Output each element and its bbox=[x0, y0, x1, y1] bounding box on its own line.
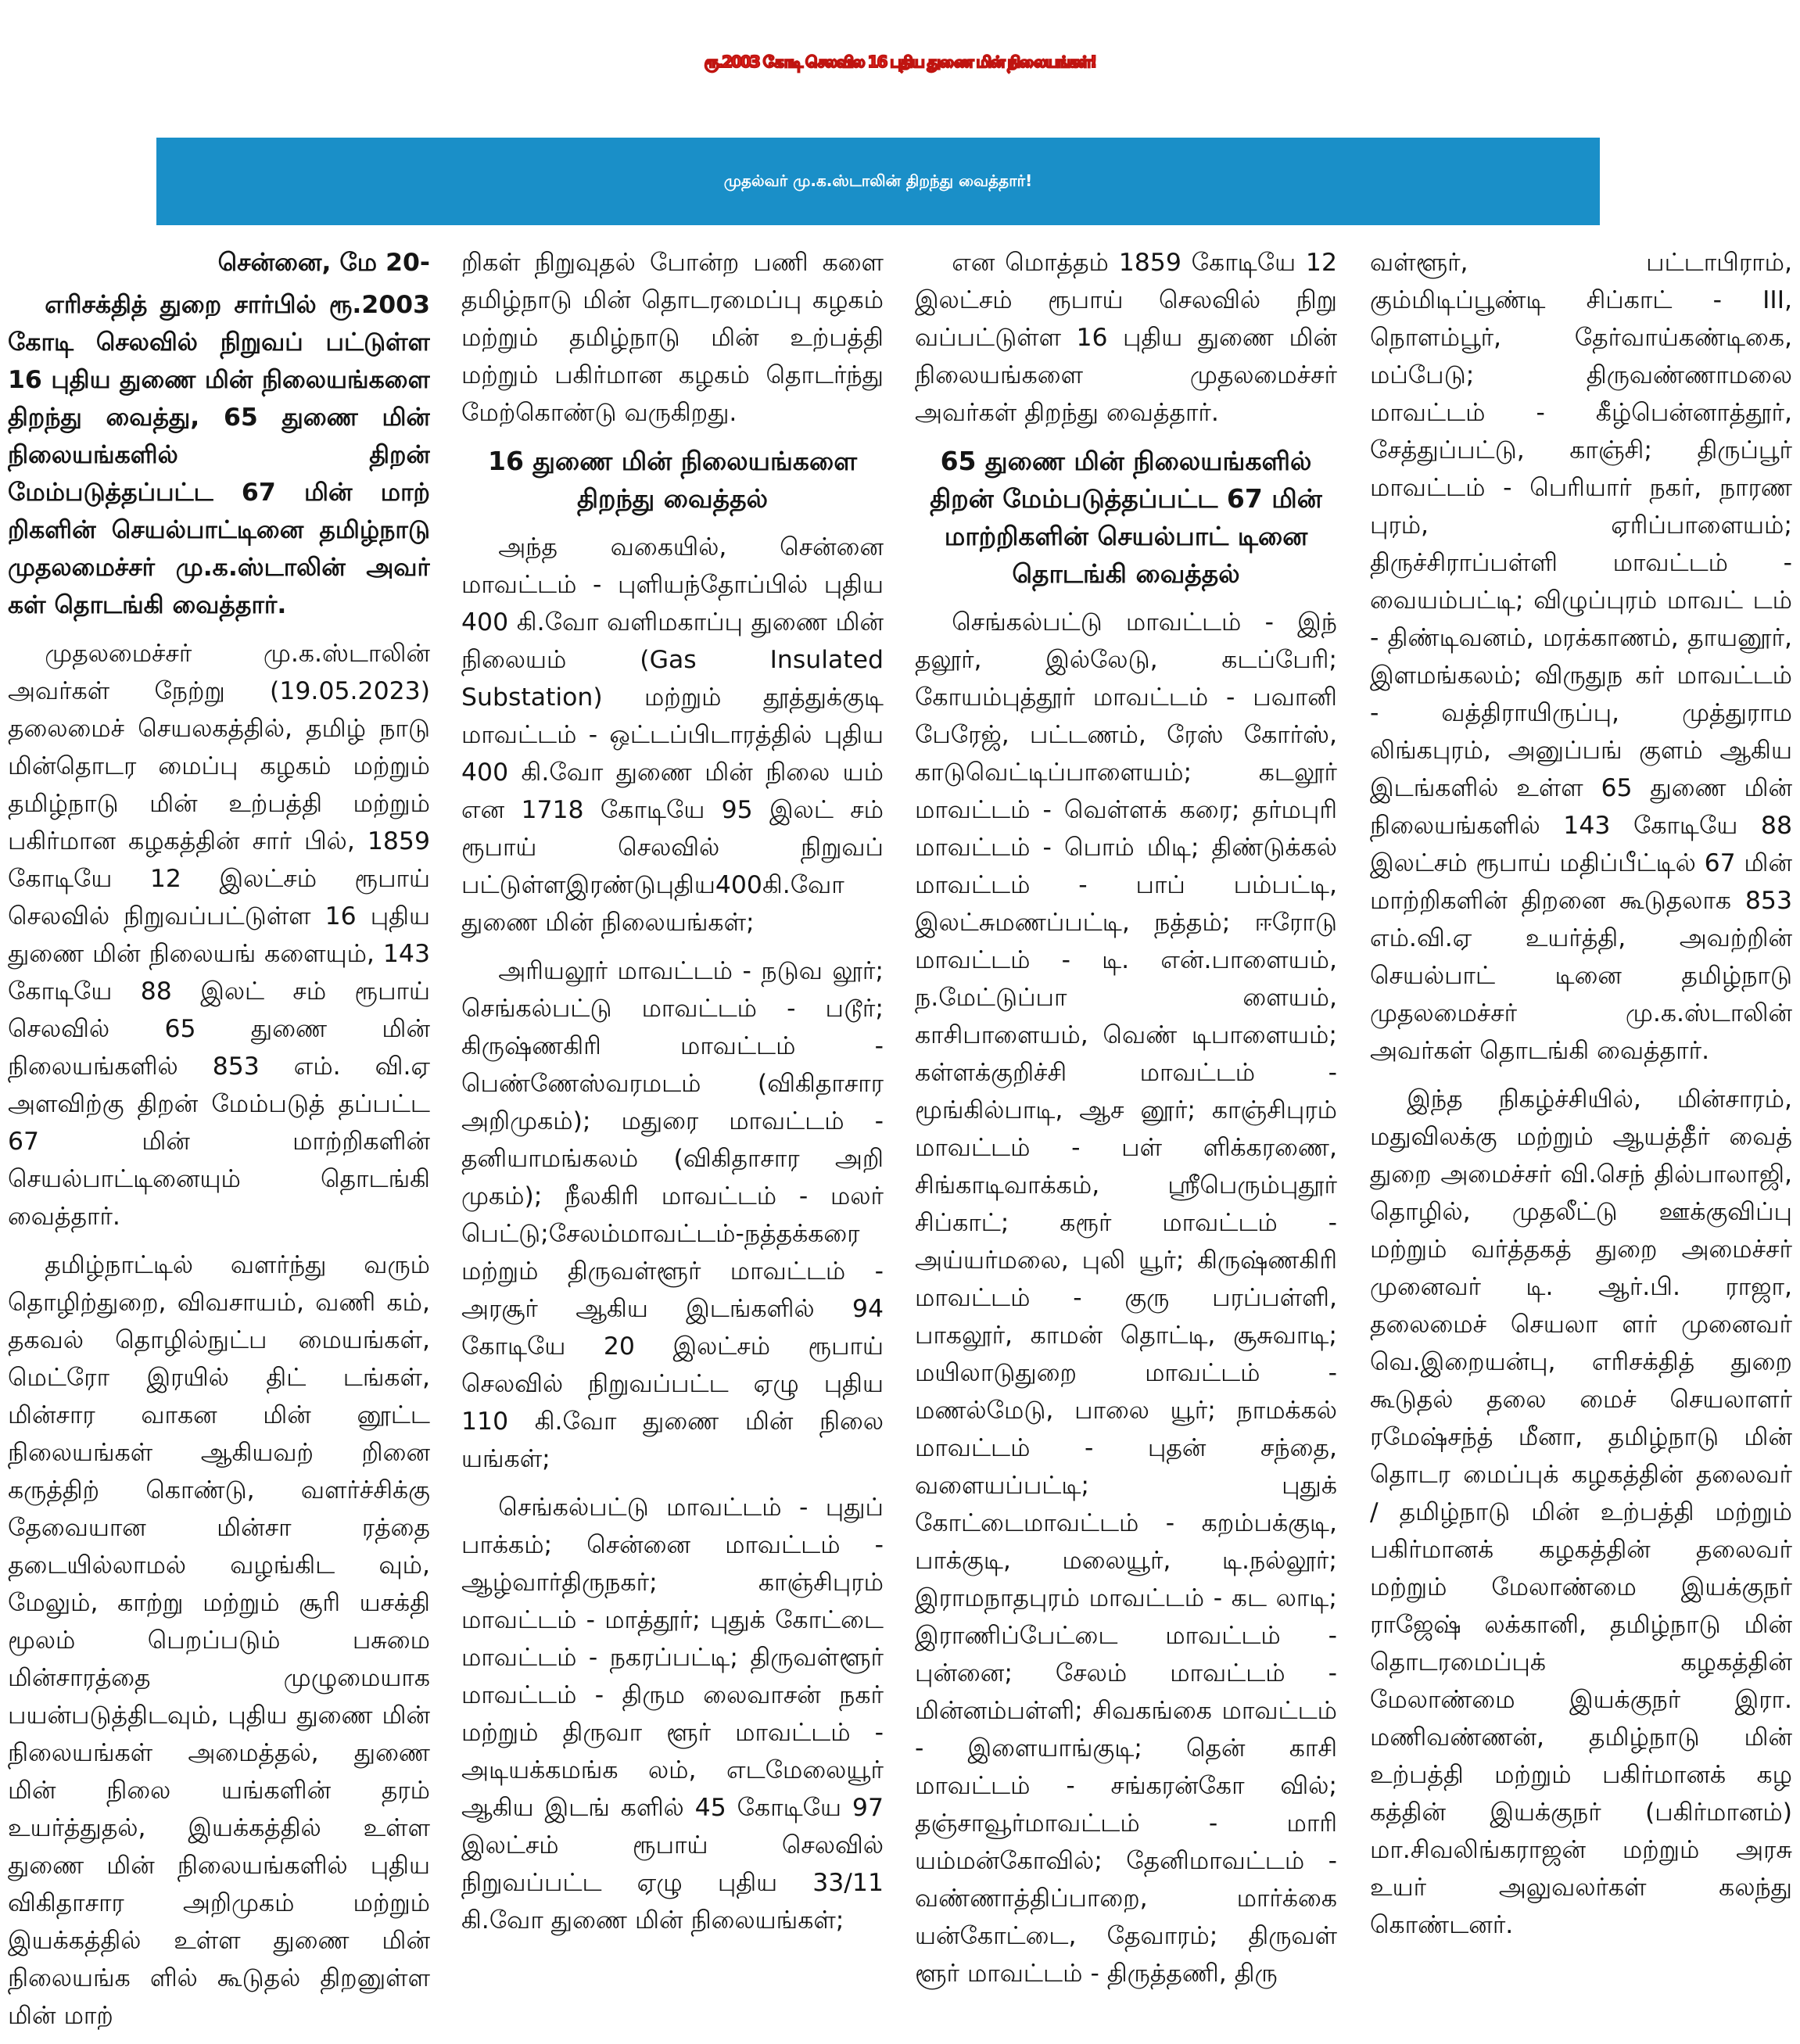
dateline: சென்னை, மே 20- bbox=[217, 249, 430, 277]
section-subheading: 16 துணை மின் நிலையங்களை திறந்து வைத்தல் bbox=[488, 446, 857, 514]
headline: ரூ.2003 கோடி செலவில 16 புதிய துணை மின் நிலையங்கள்! bbox=[704, 52, 1096, 71]
subheadline-banner: முதல்வர் மு.க.ஸ்டாலின் திறந்து வைத்தார்! bbox=[156, 138, 1600, 225]
body-paragraph: முதலமைச்சர் மு.க.ஸ்டாலின் அவர்கள் நேற்று (19.05.2023) தலைமைச் செயலகத்தில், தமிழ் நாடு மின்தொடர மைப்பு கழகம் மற்றும் தமிழ்நாடு மின் உற்பத்தி மற்றும் பகிர்மான கழகத்தின் சார் பில், 1859 கோடியே 12 இலட்சம் ரூபாய் செலவில் நிறுவப்பட்டுள்ள 16 புதிய துணை மின் நிலையங் களையும், 143 கோடியே 88 இலட் சம் ரூபாய் செலவில் 65 துணை மின் நிலையங்களில் 853 எம். வி.ஏ அளவிற்கு திறன் மேம்படுத் தப்பட்ட 67 மின் மாற்றிகளின் செயல்பாட்டினையும் தொடங்கி வைத்தார். bbox=[8, 640, 430, 1231]
body-paragraph: என மொத்தம் 1859 கோடியே 12 இலட்சம் ரூபாய் செலவில் நிறு வப்பட்டுள்ள 16 புதிய துணை மின் நிலையங்களை முதலமைச்சர் அவர்கள் திறந்து வைத்தார். bbox=[915, 249, 1337, 427]
column-3 bbox=[915, 244, 1337, 2039]
body-paragraph: தமிழ்நாட்டில் வளர்ந்து வரும் தொழிற்துறை, விவசாயம், வணி கம், தகவல் தொழில்நுட்ப மையங்கள், மெட்ரோ இரயில் திட் டங்கள், மின்சார வாகன மின் னூட்ட நிலையங்கள் ஆகியவற் றினை கருத்திற் கொண்டு, வளர்ச்சிக்கு தேவையான மின்சா ரத்தை தடையில்லாமல் வழங்கிட வும், மேலும், காற்று மற்றும் சூரி யசக்தி மூலம் பெறப்படும் பசுமை மின்சாரத்தை முழுமையாக பயன்படுத்திடவும், புதிய துணை மின் நிலையங்கள் அமைத்தல், துணை மின் நிலை யங்களின் தரம் உயர்த்துதல், இயக்கத்தில் உள்ள துணை மின் நிலையங்களில் புதிய விகிதாசார அறிமுகம் மற்றும் இயக்கத்தில் உள்ள துணை மின் நிலையங்க ளில் கூடுதல் திறனுள்ள மின் மாற் bbox=[8, 1251, 430, 2030]
body-paragraph: செங்கல்பட்டு மாவட்டம் - இந் தலூர், இல்லேடு, கடப்பேரி; கோயம்புத்தூர் மாவட்டம் - பவானி பேரேஜ், பட்டணம், ரேஸ் கோர்ஸ், காடுவெட்டிப்பாளையம்; கடலூர் மாவட்டம் - வெள்ளக் கரை; தர்மபுரி மாவட்டம் - பொம் மிடி; திண்டுக்கல் மாவட்டம் - பாப் பம்பட்டி, இலட்சுமணப்பட்டி, நத்தம்; ஈரோடு மாவட்டம் - டி. என்.பாளையம், ந.மேட்டுப்பா ளையம், காசிபாளையம், வெண் டிபாளையம்; கள்ளக்குறிச்சி மாவட்டம் - மூங்கில்பாடி, ஆச னூர்; காஞ்சிபுரம் மாவட்டம் - பள் ளிக்கரணை, சிங்காடிவாக்கம், ஸ்ரீபெரும்புதூர் சிப்காட்; கரூர் மாவட்டம் - அய்யர்மலை, புலி யூர்; கிருஷ்ணகிரி மாவட்டம் - குரு பரப்பள்ளி, பாகலூர், காமன் தொட்டி, சூசுவாடி; மயிலாடுதுறை மாவட்டம் - மணல்மேடு, பாலை யூர்; நாமக்கல் மாவட்டம் - புதன் சந்தை, வளையப்பட்டி; புதுக் கோட்டைமாவட்டம் - கறம்பக்குடி, பாக்குடி, மலையூர், டி.நல்லூர்; இராமநாதபுரம் மாவட்டம் - கட லாடி; இராணிப்பேட்டை மாவட்டம் - புன்னை; சேலம் மாவட்டம் - மின்னம்பள்ளி; சிவகங்கை மாவட்டம் - இளையாங்குடி; தென் காசி மாவட்டம் - சங்கரன்கோ வில்; தஞ்சாவூர்மாவட்டம் - மாரி யம்மன்கோவில்; தேனிமாவட்டம் - வண்ணாத்திப்பாறை, மார்க்கை யன்கோட்டை, தேவாரம்; திருவள் ளூர் மாவட்டம் - திருத்தணி, திரு bbox=[915, 608, 1337, 1988]
body-paragraph: றிகள் நிறுவுதல் போன்ற பணி களை தமிழ்நாடு மின் தொடரமைப்பு கழகம் மற்றும் தமிழ்நாடு மின் உற்பத்தி மற்றும் பகிர்மான கழகம் தொடர்ந்து மேற்கொண்டு வருகிறது. bbox=[461, 249, 884, 427]
body-paragraph: அந்த வகையில், சென்னை மாவட்டம் - புளியந்தோப்பில் புதிய 400 கி.வோ வளிமகாப்பு துணை மின் நிலையம் (Gas Insulated Substation) மற்றும் தூத்துக்குடி மாவட்டம் - ஒட்டப்பிடாரத்தில் புதிய 400 கி.வோ துணை மின் நிலை யம் என 1718 கோடியே 95 இலட் சம் ரூபாய் செலவில் நிறுவப் பட்டுள்ளஇரண்டுபுதிய400கி.வோ துணை மின் நிலையங்கள்; bbox=[461, 533, 884, 937]
column-2 bbox=[461, 244, 884, 2039]
body-paragraph: இந்த நிகழ்ச்சியில், மின்சாரம், மதுவிலக்கு மற்றும் ஆயத்தீர் வைத் துறை அமைச்சர் வி.செந் தில்பாலாஜி, தொழில், முதலீட்டு ஊக்குவிப்பு மற்றும் வர்த்தகத் துறை அமைச்சர் முனைவர் டி. ஆர்.பி. ராஜா, தலைமைச் செயலா ளர் முனைவர் வெ.இறையன்பு, எரிசக்தித் துறை கூடுதல் தலை மைச் செயலாளர் ரமேஷ்சந்த் மீனா, தமிழ்நாடு மின் தொடர மைப்புக் கழகத்தின் தலைவர் / தமிழ்நாடு மின் உற்பத்தி மற்றும் பகிர்மானக் கழகத்தின் தலைவர் மற்றும் மேலாண்மை இயக்குநர் ராஜேஷ் லக்கானி, தமிழ்நாடு மின் தொடரமைப்புக் கழகத்தின் மேலாண்மை இயக்குநர் இரா. மணிவண்ணன், தமிழ்நாடு மின் உற்பத்தி மற்றும் பகிர்மானக் கழ கத்தின் இயக்குநர் (பகிர்மானம்) மா.சிவலிங்கராஜன் மற்றும் அரசு உயர் அலுவலர்கள் கலந்து கொண்டனர். bbox=[1370, 1085, 1792, 1939]
column-1 bbox=[8, 244, 430, 2039]
body-paragraph: செங்கல்பட்டு மாவட்டம் - புதுப் பாக்கம்; சென்னை மாவட்டம் - ஆழ்வார்திருநகர்; காஞ்சிபுரம் மாவட்டம் - மாத்தூர்; புதுக் கோட்டை மாவட்டம் - நகரப்பட்டி; திருவள்ளூர் மாவட்டம் - திரும லைவாசன் நகர் மற்றும் திருவா ளூர் மாவட்டம் - அடியக்கமங்க லம், எடமேலையூர் ஆகிய இடங் களில் 45 கோடியே 97 இலட்சம் ரூபாய் செலவில் நிறுவப்பட்ட ஏழு புதிய 33/11 கி.வோ துணை மின் நிலையங்கள்; bbox=[461, 1494, 884, 1935]
column-4 bbox=[1370, 244, 1792, 2039]
lead-paragraph: எரிசக்தித் துறை சார்பில் ரூ.2003 கோடி செலவில் நிறுவப் பட்டுள்ள 16 புதிய துணை மின் நிலையங்களை திறந்து வைத்து, 65 துணை மின் நிலையங்களில் திறன் மேம்படுத்தப்பட்ட 67 மின் மாற் றிகளின் செயல்பாட்டினை தமிழ்நாடு முதலமைச்சர் மு.க.ஸ்டாலின் அவர் கள் தொடங்கி வைத்தார். bbox=[8, 291, 430, 619]
body-paragraph: அரியலூர் மாவட்டம் - நடுவ லூர்; செங்கல்பட்டு மாவட்டம் - படூர்; கிருஷ்ணகிரி மாவட்டம் - பெண்ணேஸ்வரமடம் (விகிதாசார அறிமுகம்); மதுரை மாவட்டம் - தனியாமங்கலம் (விகிதாசார அறி முகம்); நீலகிரி மாவட்டம் - மலர் பெட்டு;சேலம்மாவட்டம்-நத்தக்கரை மற்றும் திருவள்ளூர் மாவட்டம் - அரசூர் ஆகிய இடங்களில் 94 கோடியே 20 இலட்சம் ரூபாய் செலவில் நிறுவப்பட்ட ஏழு புதிய 110 கி.வோ துணை மின் நிலை யங்கள்; bbox=[461, 957, 884, 1473]
body-paragraph: வள்ளூர், பட்டாபிராம், கும்மிடிப்பூண்டி சிப்காட் - III, நொளம்பூர், தேர்வாய்கண்டிகை, மப்பேடு; திருவண்ணாமலை மாவட்டம் - கீழ்பென்னாத்தூர், சேத்துப்பட்டு, காஞ்சி; திருப்பூர் மாவட்டம் - பெரியார் நகர், நாரண புரம், ஏரிப்பாளையம்; திருச்சிராப்பள்ளி மாவட்டம் - வையம்பட்டி; விழுப்புரம் மாவட் டம் - திண்டிவனம், மரக்காணம், தாயனூர், இளமங்கலம்; விருதுந கர் மாவட்டம் - வத்திராயிருப்பு, முத்துராம லிங்கபுரம், அனுப்பங் குளம் ஆகிய இடங்களில் உள்ள 65 துணை மின் நிலையங்களில் 143 கோடியே 88 இலட்சம் ரூபாய் மதிப்பீட்டில் 67 மின் மாற்றிகளின் திறனை கூடுதலாக 853 எம்.வி.ஏ உயர்த்தி, அவற்றின் செயல்பாட் டினை தமிழ்நாடு முதலமைச்சர் மு.க.ஸ்டாலின் அவர்கள் தொடங்கி வைத்தார். bbox=[1370, 249, 1792, 1065]
section-subheading: 65 துணை மின் நிலையங்களில் திறன் மேம்படுத்தப்பட்ட 67 மின் மாற்றிகளின் செயல்பாட் டினை தொடங்கி வைத்தல் bbox=[930, 446, 1322, 589]
